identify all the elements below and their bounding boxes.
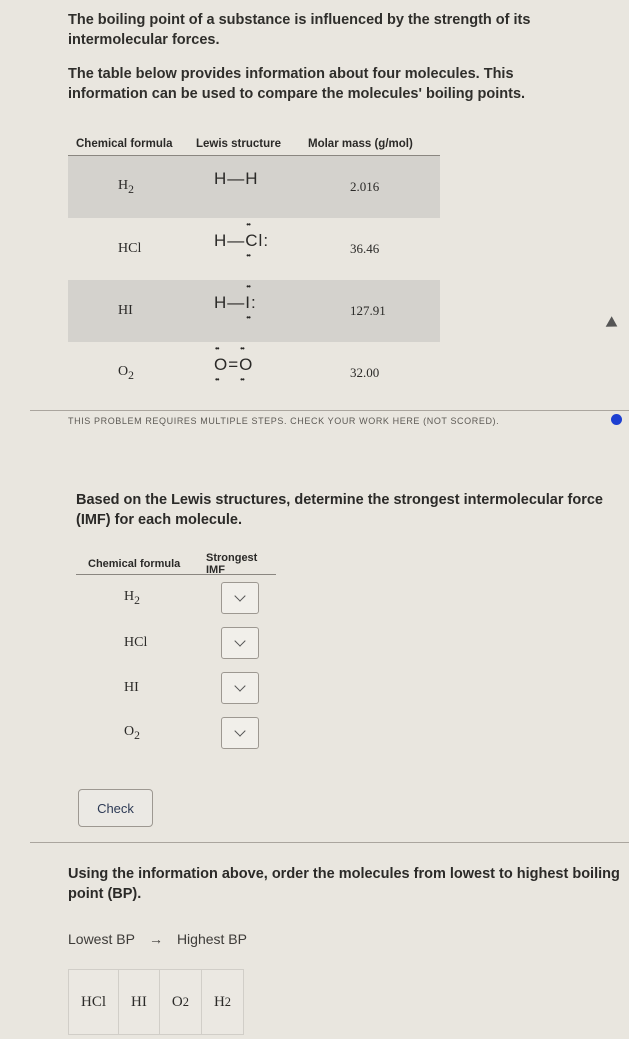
formula-cell: HCl (124, 634, 148, 650)
table-row (76, 710, 276, 755)
imf-dropdown-h2[interactable] (221, 582, 259, 614)
lowest-bp-label: Lowest BP (68, 931, 135, 947)
table-row (68, 218, 440, 280)
question-imf: Based on the Lewis structures, determine the strongest intermolecular force (IMF) for each molecule. (76, 492, 603, 528)
chevron-down-icon (234, 590, 245, 601)
highest-bp-label: Highest BP (176, 931, 247, 947)
chip-o2[interactable]: O 2 (160, 969, 202, 1035)
question-boiling-order: Using the information above, order the molecules from lowest to highest boiling point (BP). (68, 866, 620, 902)
mass-cell: 127.91 (350, 303, 386, 318)
formula-cell: HCl (118, 241, 142, 256)
intro-text (68, 10, 588, 118)
table-row (76, 620, 276, 665)
formula-cell: $O_2$ (124, 723, 140, 742)
table-row (68, 156, 440, 218)
header-formula: Chemical formula (88, 557, 181, 570)
ordering-chips (68, 969, 244, 1035)
mass-cell: 2.016 (350, 179, 380, 194)
formula-cell: HI (118, 303, 133, 318)
lewis-structure: H—H (214, 169, 259, 188)
divider (30, 842, 629, 843)
table-row (68, 342, 440, 404)
molecule-info-table (68, 132, 440, 404)
mass-cell: 36.46 (350, 241, 380, 256)
formula-cell: $H_2$ (118, 178, 134, 196)
header-lewis: Lewis structure (196, 137, 281, 150)
imf-dropdown-o2[interactable] (221, 717, 259, 749)
header-formula: Chemical formula (76, 137, 173, 150)
order-labels (68, 931, 247, 947)
table-header (76, 553, 276, 575)
intro-paragraph-2: The table below provides information about four molecules. This information can be used to compare the molecules' boiling points. (68, 66, 526, 102)
check-button[interactable]: Check (78, 789, 153, 827)
header-mass: Molar mass (g/mol) (308, 137, 413, 150)
lewis-structure: H—•• Cl: •• (196, 231, 306, 251)
mass-cell: 32.00 (350, 365, 380, 380)
intro-paragraph-1: The boiling point of a substance is influenced by the strength of its intermolecular forces. (68, 12, 531, 48)
mouse-cursor-icon (606, 316, 621, 331)
chip-h2[interactable]: H 2 (202, 969, 244, 1035)
table-row (76, 575, 276, 620)
formula-cell: $O_2$ (118, 364, 134, 382)
imf-dropdown-hi[interactable] (221, 672, 259, 704)
chevron-down-icon (234, 680, 245, 691)
imf-dropdown-hcl[interactable] (221, 627, 259, 659)
multi-step-note: THIS PROBLEM REQUIRES MULTIPLE STEPS. CHECK YOUR WORK HERE (NOT SCORED). (68, 416, 500, 426)
imf-table (76, 553, 276, 755)
divider (30, 410, 629, 411)
chip-hcl[interactable]: HCl (68, 969, 119, 1035)
formula-cell: $H_2$ (124, 588, 140, 607)
table-header (68, 132, 440, 156)
chevron-down-icon (234, 725, 245, 736)
status-dot-icon (611, 414, 622, 425)
formula-cell: HI (124, 679, 139, 695)
chevron-down-icon (234, 635, 245, 646)
table-row (68, 280, 440, 342)
lewis-structure: H—•• I: •• (196, 293, 306, 313)
table-row (76, 665, 276, 710)
arrow-right-icon: → (148, 931, 163, 947)
chip-hi[interactable]: HI (119, 969, 160, 1035)
lewis-structure: •• O ••=•• O •• (196, 355, 306, 375)
header-imf: Strongest IMF (206, 551, 258, 576)
